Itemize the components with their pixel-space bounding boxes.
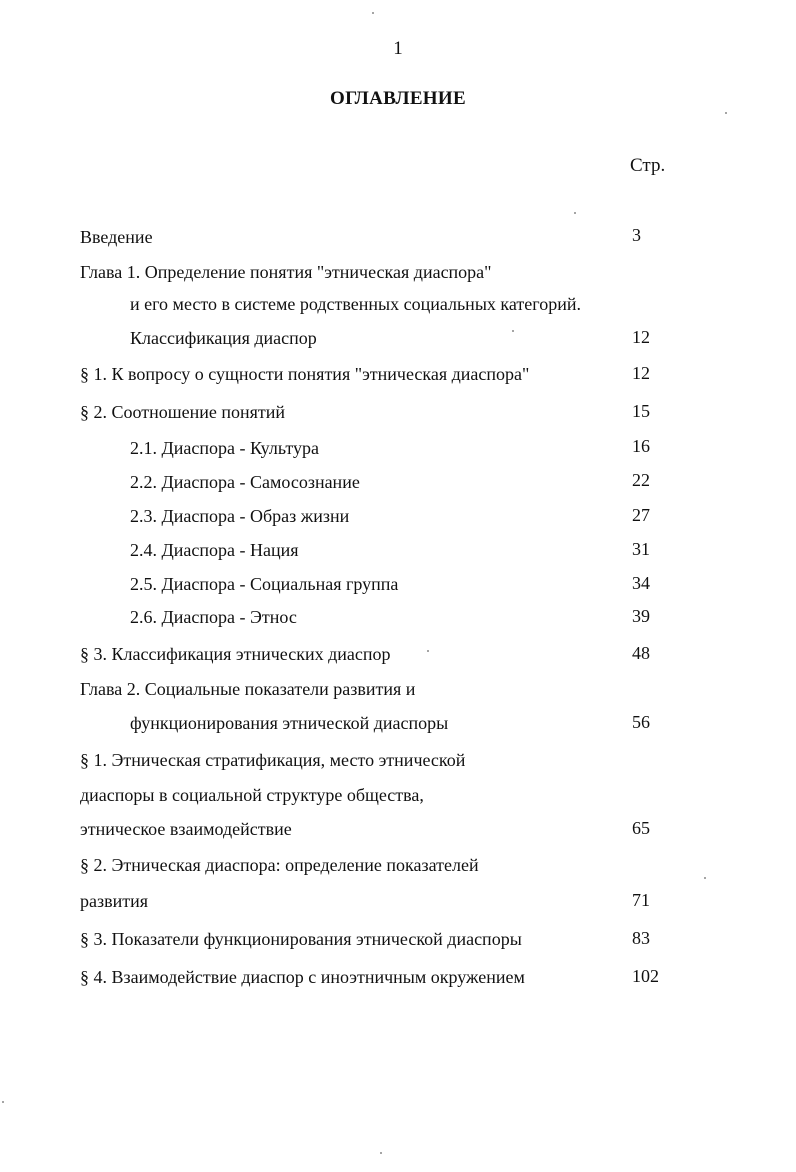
toc-entry-page: 56 [632, 712, 650, 732]
toc-entry-text: 2.2. Диаспора - Самосознание [130, 472, 360, 492]
toc-entry-page: 3 [632, 225, 641, 245]
toc-entry-page: 12 [632, 363, 650, 383]
toc-entry-page: 34 [632, 573, 650, 593]
toc-entry-page: 48 [632, 643, 650, 663]
toc-entry-text: § 1. Этническая стратификация, место этнической [80, 750, 466, 770]
page-number: 1 [393, 38, 403, 59]
toc-entry-text: этническое взаимодействие [80, 819, 292, 839]
toc-entry-text: функционирования этнической диаспоры [130, 713, 449, 733]
scan-speck [380, 1152, 382, 1154]
toc-entry-text: § 3. Показатели функционирования этнической диаспоры [80, 929, 522, 949]
toc-entry-text: 2.1. Диаспора - Культура [130, 438, 319, 458]
toc-entry-text: § 2. Этническая диаспора: определение показателей [80, 855, 479, 875]
toc-entry-text: § 4. Взаимодействие диаспор с иноэтничным окружением [80, 967, 525, 987]
toc-entry-text: диаспоры в социальной структуре общества, [80, 785, 424, 805]
scan-speck [704, 877, 706, 879]
toc-entry-page: 27 [632, 505, 650, 525]
toc-entry-text: 2.6. Диаспора - Этнос [130, 607, 297, 627]
toc-entry-text: § 3. Классификация этнических диаспор [80, 644, 391, 664]
toc-entry-page: 71 [632, 890, 650, 910]
toc-entry-page: 12 [632, 327, 650, 347]
toc-entry-text: 2.4. Диаспора - Нация [130, 540, 299, 560]
toc-entry-text: Классификация диаспор [130, 328, 317, 348]
toc-entry-page: 16 [632, 436, 650, 456]
scan-speck [512, 330, 514, 332]
toc-entry-text: 2.5. Диаспора - Социальная группа [130, 574, 399, 594]
toc-entry-page: 65 [632, 818, 650, 838]
toc-entry-text: Введение [80, 227, 153, 247]
document-title: ОГЛАВЛЕНИЕ [330, 88, 466, 109]
toc-entry-page: 31 [632, 539, 650, 559]
scan-speck [2, 1101, 4, 1103]
toc-entry-text: Глава 2. Социальные показатели развития и [80, 679, 416, 699]
toc-entry-page: 39 [632, 606, 650, 626]
scan-speck [372, 12, 374, 14]
toc-entry-text: развития [80, 891, 149, 911]
toc-entry-text: § 2. Соотношение понятий [80, 402, 286, 422]
pages-column-header: Стр. [630, 155, 666, 176]
scan-speck [427, 650, 429, 652]
toc-entry-text: 2.3. Диаспора - Образ жизни [130, 506, 350, 526]
toc-entry-text: § 1. К вопросу о сущности понятия "этническая диаспора" [80, 364, 530, 384]
toc-entry-page: 15 [632, 401, 650, 421]
toc-entry-text: и его место в системе родственных социальных категорий. [130, 294, 581, 314]
scan-speck [574, 212, 576, 214]
toc-entry-text: Глава 1. Определение понятия "этническая диаспора" [80, 262, 492, 282]
toc-entry-page: 102 [632, 966, 659, 986]
toc-entry-page: 83 [632, 928, 650, 948]
scan-speck [725, 112, 727, 114]
toc-entry-page: 22 [632, 470, 650, 490]
